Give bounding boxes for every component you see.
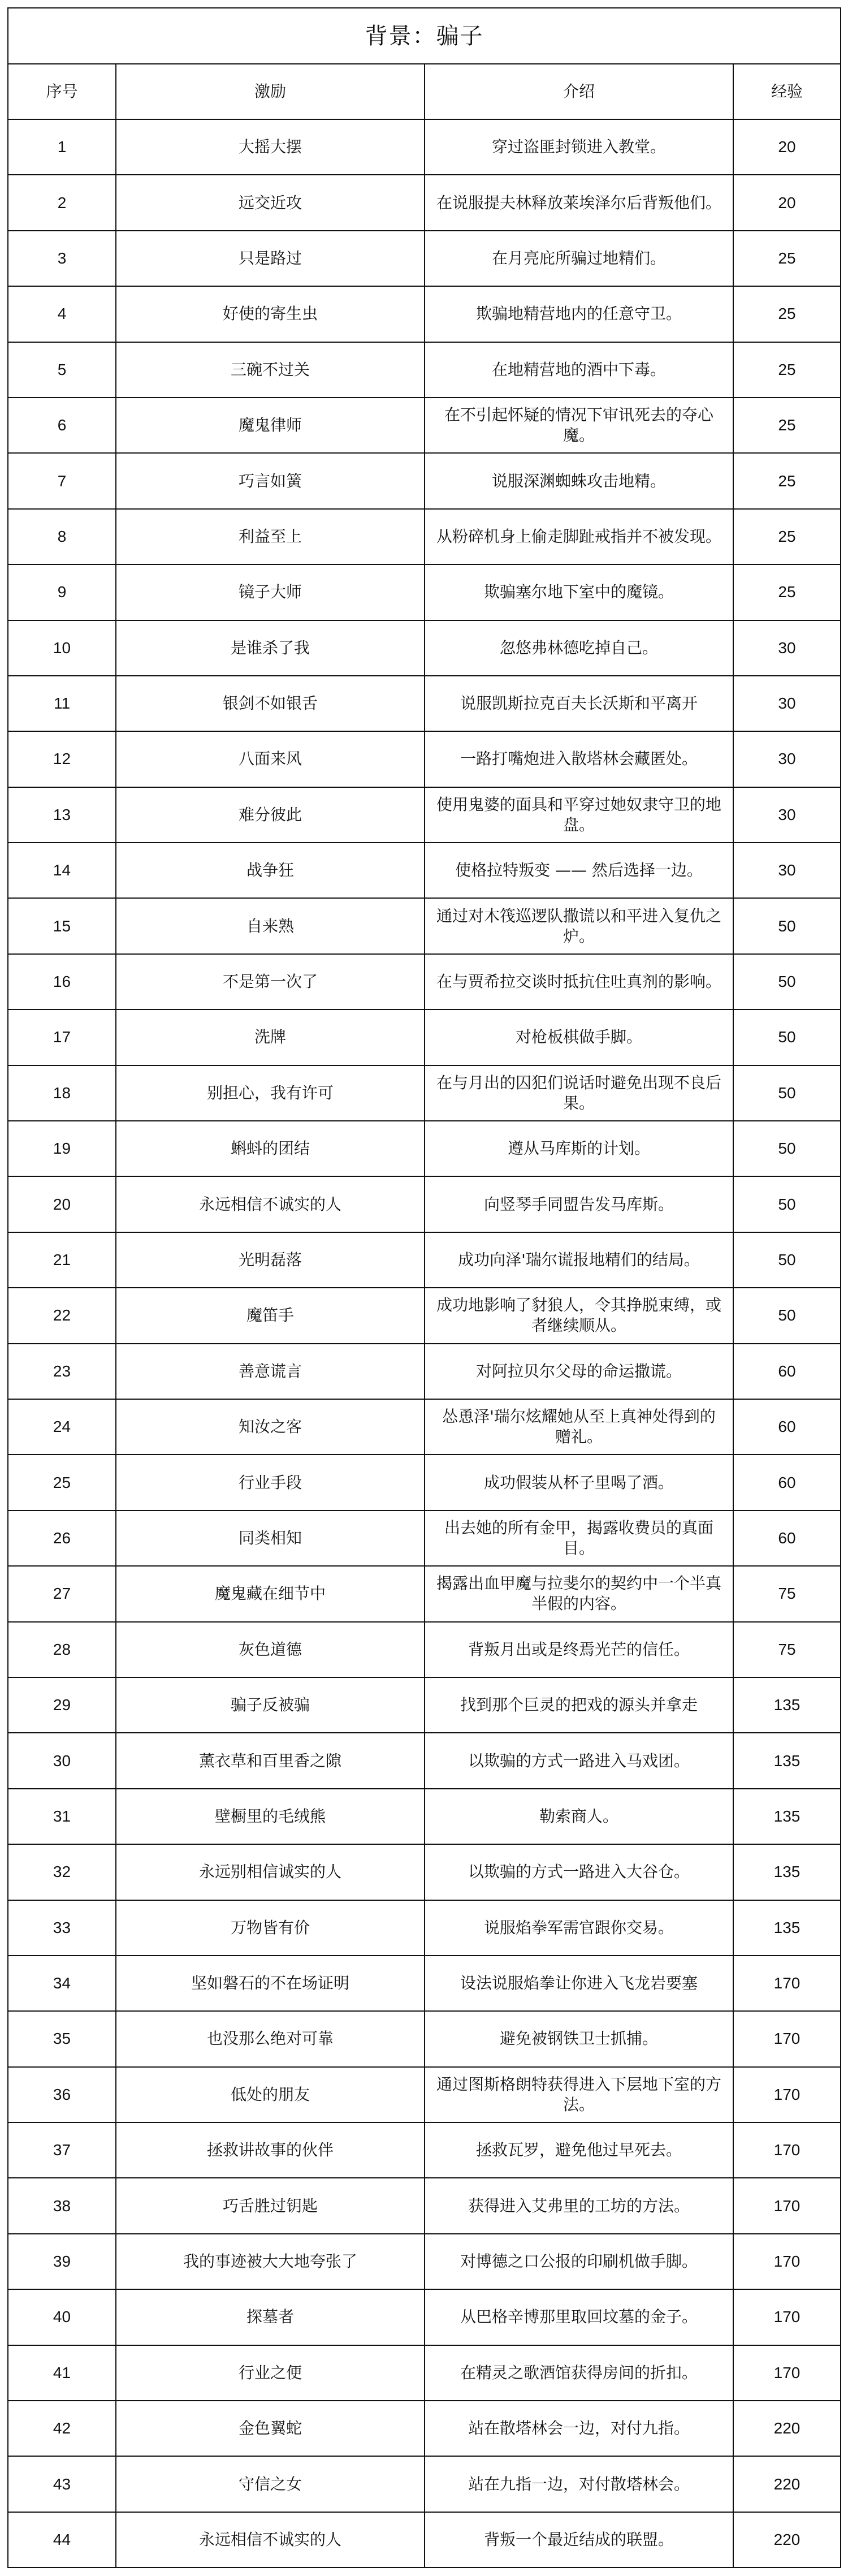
- experience-value: 25: [733, 286, 841, 342]
- incentive-description: 忽悠弗林德吃掉自己。: [425, 620, 733, 676]
- incentive-description: 拯救瓦罗，避免他过早死去。: [425, 2122, 733, 2178]
- incentive-description: 找到那个巨灵的把戏的源头并拿走: [425, 1677, 733, 1733]
- incentive-name: 银剑不如银舌: [116, 676, 425, 731]
- experience-value: 25: [733, 564, 841, 620]
- incentive-name: 魔鬼律师: [116, 398, 425, 453]
- experience-value: 30: [733, 676, 841, 731]
- table-row: [8, 1789, 841, 1844]
- incentive-description: 对阿拉贝尔父母的命运撒谎。: [425, 1344, 733, 1399]
- incentive-description: 通过图斯格朗特获得进入下层地下室的方法。: [425, 2067, 733, 2122]
- experience-value: 25: [733, 398, 841, 453]
- table-row: [8, 2234, 841, 2289]
- experience-value: 60: [733, 1455, 841, 1510]
- incentive-name: 也没那么绝对可靠: [116, 2011, 425, 2066]
- row-number: 19: [8, 1121, 116, 1176]
- incentive-name: 只是路过: [116, 231, 425, 286]
- table-row: [8, 843, 841, 898]
- incentive-name: 壁橱里的毛绒熊: [116, 1789, 425, 1844]
- row-number: 15: [8, 898, 116, 953]
- table-row: [8, 2122, 841, 2178]
- experience-value: 75: [733, 1566, 841, 1621]
- row-number: 21: [8, 1232, 116, 1288]
- table-row: [8, 1455, 841, 1510]
- incentive-name: 拯救讲故事的伙伴: [116, 2122, 425, 2178]
- incentive-name: 八面来风: [116, 731, 425, 787]
- table-row: [8, 676, 841, 731]
- incentive-name: 战争狂: [116, 843, 425, 898]
- row-number: 5: [8, 342, 116, 398]
- row-number: 35: [8, 2011, 116, 2066]
- incentive-description: 背叛月出或是终焉光芒的信任。: [425, 1622, 733, 1677]
- experience-value: 25: [733, 342, 841, 398]
- row-number: 18: [8, 1065, 116, 1121]
- incentive-name: 低处的朋友: [116, 2067, 425, 2122]
- experience-value: 220: [733, 2401, 841, 2456]
- incentive-description: 背叛一个最近结成的联盟。: [425, 2512, 733, 2568]
- incentive-table-sheet: [7, 7, 840, 2568]
- incentive-description: 设法说服焰拳让你进入飞龙岩要塞: [425, 1956, 733, 2011]
- incentive-name: 同类相知: [116, 1511, 425, 1566]
- incentive-name: 别担心，我有许可: [116, 1065, 425, 1121]
- experience-value: 170: [733, 2067, 841, 2122]
- incentive-name: 知汝之客: [116, 1399, 425, 1455]
- incentive-description: 以欺骗的方式一路进入大谷仓。: [425, 1844, 733, 1900]
- row-number: 30: [8, 1733, 116, 1788]
- incentive-name: 善意谎言: [116, 1344, 425, 1399]
- table-row: [8, 1121, 841, 1176]
- row-number: 4: [8, 286, 116, 342]
- table-row: [8, 1176, 841, 1232]
- table-row: [8, 175, 841, 230]
- experience-value: 170: [733, 2011, 841, 2066]
- row-number: 32: [8, 1844, 116, 1900]
- incentive-name: 魔鬼藏在细节中: [116, 1566, 425, 1621]
- incentive-description: 在说服提夫林释放莱埃泽尔后背叛他们。: [425, 175, 733, 230]
- table-row: [8, 1677, 841, 1733]
- experience-value: 20: [733, 175, 841, 230]
- experience-value: 50: [733, 1176, 841, 1232]
- incentive-name: 巧舌胜过钥匙: [116, 2178, 425, 2233]
- table-row: [8, 2011, 841, 2066]
- table-row: [8, 1399, 841, 1455]
- experience-value: 170: [733, 1956, 841, 2011]
- incentive-description: 以欺骗的方式一路进入马戏团。: [425, 1733, 733, 1788]
- table-row: [8, 2067, 841, 2122]
- incentive-description: 向竖琴手同盟告发马库斯。: [425, 1176, 733, 1232]
- incentive-name: 永远相信不诚实的人: [116, 1176, 425, 1232]
- incentive-name: 永远相信不诚实的人: [116, 2512, 425, 2568]
- incentive-name: 蝌蚪的团结: [116, 1121, 425, 1176]
- row-number: 29: [8, 1677, 116, 1733]
- row-number: 2: [8, 175, 116, 230]
- incentive-name: 洗牌: [116, 1009, 425, 1065]
- incentive-description: 在地精营地的酒中下毒。: [425, 342, 733, 398]
- table-row: [8, 1844, 841, 1900]
- table-row: [8, 2456, 841, 2512]
- table-row: [8, 1900, 841, 1956]
- row-number: 23: [8, 1344, 116, 1399]
- row-number: 20: [8, 1176, 116, 1232]
- experience-value: 20: [733, 119, 841, 175]
- table-body: [8, 119, 841, 2568]
- experience-value: 220: [733, 2456, 841, 2512]
- incentive-description: 说服焰拳军需官跟你交易。: [425, 1900, 733, 1956]
- table-row: [8, 2178, 841, 2233]
- experience-value: 25: [733, 509, 841, 564]
- incentive-description: 站在散塔林会一边，对付九指。: [425, 2401, 733, 2456]
- incentive-description: 对博德之口公报的印刷机做手脚。: [425, 2234, 733, 2289]
- incentive-name: 巧言如簧: [116, 453, 425, 508]
- incentive-name: 探墓者: [116, 2289, 425, 2345]
- incentive-description: 在不引起怀疑的情况下审讯死去的夺心魔。: [425, 398, 733, 453]
- experience-value: 50: [733, 1121, 841, 1176]
- row-number: 41: [8, 2345, 116, 2401]
- incentive-description: 说服凯斯拉克百夫长沃斯和平离开: [425, 676, 733, 731]
- row-number: 8: [8, 509, 116, 564]
- incentive-name: 好使的寄生虫: [116, 286, 425, 342]
- table-row: [8, 1622, 841, 1677]
- table-row: [8, 1009, 841, 1065]
- row-number: 34: [8, 1956, 116, 2011]
- incentive-description: 成功假装从杯子里喝了酒。: [425, 1455, 733, 1510]
- table-row: [8, 731, 841, 787]
- incentive-description: 成功向泽'瑞尔谎报地精们的结局。: [425, 1232, 733, 1288]
- row-number: 14: [8, 843, 116, 898]
- incentive-name: 我的事迹被大大地夸张了: [116, 2234, 425, 2289]
- incentive-description: 揭露出血甲魔与拉斐尔的契约中一个半真半假的内容。: [425, 1566, 733, 1621]
- experience-value: 25: [733, 453, 841, 508]
- incentive-description: 在与贾希拉交谈时抵抗住吐真剂的影响。: [425, 954, 733, 1009]
- incentive-name: 光明磊落: [116, 1232, 425, 1288]
- experience-value: 60: [733, 1344, 841, 1399]
- incentive-description: 欺骗塞尔地下室中的魔镜。: [425, 564, 733, 620]
- incentive-description: 说服深渊蜘蛛攻击地精。: [425, 453, 733, 508]
- row-number: 24: [8, 1399, 116, 1455]
- experience-value: 170: [733, 2345, 841, 2401]
- row-number: 3: [8, 231, 116, 286]
- row-number: 42: [8, 2401, 116, 2456]
- incentive-name: 魔笛手: [116, 1288, 425, 1343]
- column-header-number: 序号: [8, 64, 116, 119]
- incentive-description: 遵从马库斯的计划。: [425, 1121, 733, 1176]
- table-row: [8, 564, 841, 620]
- row-number: 40: [8, 2289, 116, 2345]
- table-row: [8, 231, 841, 286]
- incentive-name: 永远别相信诚实的人: [116, 1844, 425, 1900]
- incentive-description: 从巴格辛博那里取回坟墓的金子。: [425, 2289, 733, 2345]
- experience-value: 30: [733, 787, 841, 843]
- experience-value: 25: [733, 231, 841, 286]
- row-number: 33: [8, 1900, 116, 1956]
- experience-value: 50: [733, 954, 841, 1009]
- incentive-name: 镜子大师: [116, 564, 425, 620]
- experience-value: 170: [733, 2289, 841, 2345]
- row-number: 43: [8, 2456, 116, 2512]
- incentive-name: 薰衣草和百里香之隙: [116, 1733, 425, 1788]
- incentive-description: 在与月出的囚犯们说话时避免出现不良后果。: [425, 1065, 733, 1121]
- table-row: [8, 1511, 841, 1566]
- table-row: [8, 2512, 841, 2568]
- incentive-description: 欺骗地精营地内的任意守卫。: [425, 286, 733, 342]
- row-number: 13: [8, 787, 116, 843]
- experience-value: 135: [733, 1733, 841, 1788]
- experience-value: 30: [733, 620, 841, 676]
- table-row: [8, 286, 841, 342]
- table-row: [8, 787, 841, 843]
- incentive-description: 获得进入艾弗里的工坊的方法。: [425, 2178, 733, 2233]
- incentive-description: 出去她的所有金甲，揭露收费员的真面目。: [425, 1511, 733, 1566]
- row-number: 26: [8, 1511, 116, 1566]
- row-number: 44: [8, 2512, 116, 2568]
- row-number: 25: [8, 1455, 116, 1510]
- row-number: 17: [8, 1009, 116, 1065]
- experience-value: 60: [733, 1511, 841, 1566]
- row-number: 37: [8, 2122, 116, 2178]
- table-row: [8, 509, 841, 564]
- experience-value: 135: [733, 1677, 841, 1733]
- incentive-description: 对枪板棋做手脚。: [425, 1009, 733, 1065]
- row-number: 39: [8, 2234, 116, 2289]
- incentive-description: 一路打嘴炮进入散塔林会藏匿处。: [425, 731, 733, 787]
- incentive-description: 在精灵之歌酒馆获得房间的折扣。: [425, 2345, 733, 2401]
- row-number: 6: [8, 398, 116, 453]
- table-row: [8, 898, 841, 953]
- row-number: 22: [8, 1288, 116, 1343]
- incentive-description: 在月亮庇所骗过地精们。: [425, 231, 733, 286]
- table-row: [8, 620, 841, 676]
- column-header-experience: 经验: [733, 64, 841, 119]
- experience-value: 170: [733, 2178, 841, 2233]
- table-row: [8, 1733, 841, 1788]
- incentive-name: 自来熟: [116, 898, 425, 953]
- experience-value: 135: [733, 1844, 841, 1900]
- experience-value: 75: [733, 1622, 841, 1677]
- incentive-description: 避免被钢铁卫士抓捕。: [425, 2011, 733, 2066]
- experience-value: 135: [733, 1789, 841, 1844]
- experience-value: 170: [733, 2122, 841, 2178]
- experience-value: 50: [733, 1288, 841, 1343]
- experience-value: 60: [733, 1399, 841, 1455]
- incentive-name: 利益至上: [116, 509, 425, 564]
- experience-value: 135: [733, 1900, 841, 1956]
- incentive-description: 站在九指一边，对付散塔林会。: [425, 2456, 733, 2512]
- table-row: [8, 1344, 841, 1399]
- experience-value: 30: [733, 843, 841, 898]
- incentive-name: 灰色道德: [116, 1622, 425, 1677]
- incentive-description: 勒索商人。: [425, 1789, 733, 1844]
- incentive-name: 三碗不过关: [116, 342, 425, 398]
- incentive-description: 通过对木筏巡逻队撒谎以和平进入复仇之炉。: [425, 898, 733, 953]
- table-row: [8, 398, 841, 453]
- row-number: 36: [8, 2067, 116, 2122]
- incentive-description: 怂恿泽'瑞尔炫耀她从至上真神处得到的赠礼。: [425, 1399, 733, 1455]
- incentive-name: 大摇大摆: [116, 119, 425, 175]
- row-number: 27: [8, 1566, 116, 1621]
- table-row: [8, 2345, 841, 2401]
- table-row: [8, 1956, 841, 2011]
- experience-value: 50: [733, 1232, 841, 1288]
- table-row: [8, 119, 841, 175]
- incentive-name: 不是第一次了: [116, 954, 425, 1009]
- incentive-description: 从粉碎机身上偷走脚趾戒指并不被发现。: [425, 509, 733, 564]
- table-row: [8, 1065, 841, 1121]
- incentive-name: 行业之便: [116, 2345, 425, 2401]
- row-number: 10: [8, 620, 116, 676]
- row-number: 28: [8, 1622, 116, 1677]
- table-row: [8, 1232, 841, 1288]
- table-row: [8, 954, 841, 1009]
- experience-value: 50: [733, 1065, 841, 1121]
- incentive-description: 使格拉特叛变 —— 然后选择一边。: [425, 843, 733, 898]
- column-header-description: 介绍: [425, 64, 733, 119]
- experience-value: 50: [733, 898, 841, 953]
- row-number: 31: [8, 1789, 116, 1844]
- incentive-name: 万物皆有价: [116, 1900, 425, 1956]
- table-row: [8, 1566, 841, 1621]
- row-number: 12: [8, 731, 116, 787]
- table-row: [8, 2401, 841, 2456]
- table-row: [8, 342, 841, 398]
- row-number: 38: [8, 2178, 116, 2233]
- row-number: 16: [8, 954, 116, 1009]
- row-number: 1: [8, 119, 116, 175]
- title-row: [8, 8, 841, 64]
- row-number: 9: [8, 564, 116, 620]
- table-title: 背景：骗子: [8, 8, 841, 64]
- incentive-description: 穿过盗匪封锁进入教堂。: [425, 119, 733, 175]
- header-row: [8, 64, 841, 119]
- experience-value: 220: [733, 2512, 841, 2568]
- table-row: [8, 1288, 841, 1343]
- experience-value: 50: [733, 1009, 841, 1065]
- incentive-name: 金色翼蛇: [116, 2401, 425, 2456]
- incentive-name: 坚如磐石的不在场证明: [116, 1956, 425, 2011]
- incentive-description: 成功地影响了豺狼人，令其挣脱束缚，或者继续顺从。: [425, 1288, 733, 1343]
- experience-value: 30: [733, 731, 841, 787]
- row-number: 11: [8, 676, 116, 731]
- incentive-name: 难分彼此: [116, 787, 425, 843]
- row-number: 7: [8, 453, 116, 508]
- incentive-name: 骗子反被骗: [116, 1677, 425, 1733]
- column-header-incentive: 激励: [116, 64, 425, 119]
- incentive-name: 守信之女: [116, 2456, 425, 2512]
- incentive-table: [7, 7, 841, 2568]
- incentive-description: 使用鬼婆的面具和平穿过她奴隶守卫的地盘。: [425, 787, 733, 843]
- incentive-name: 是谁杀了我: [116, 620, 425, 676]
- incentive-name: 行业手段: [116, 1455, 425, 1510]
- experience-value: 170: [733, 2234, 841, 2289]
- table-row: [8, 453, 841, 508]
- table-row: [8, 2289, 841, 2345]
- incentive-name: 远交近攻: [116, 175, 425, 230]
